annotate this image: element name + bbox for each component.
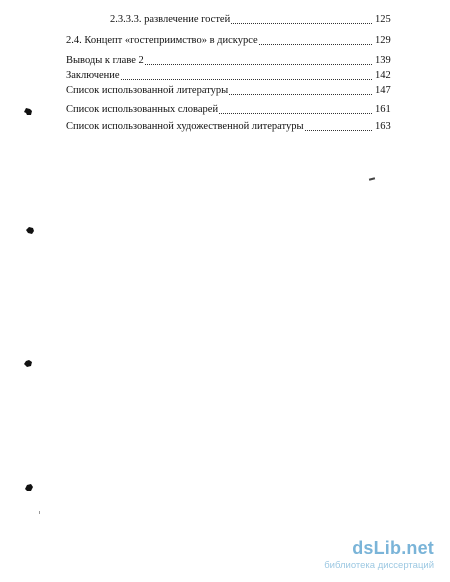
toc-entry-label: Список использованной художественной литературы — [66, 121, 304, 132]
toc-entry — [66, 34, 391, 48]
watermark-logo: dsLib.net — [352, 538, 434, 558]
toc-entry-label: 2.3.3.3. развлечение гостей — [110, 14, 231, 25]
toc-entry — [66, 54, 391, 68]
toc-entry-label: Заключение — [66, 70, 120, 81]
punch-hole-mark — [25, 226, 35, 235]
toc-entry — [66, 69, 391, 83]
watermark — [324, 536, 438, 576]
toc-entry-page: 139 — [372, 54, 395, 68]
toc-entry-label: Выводы к главе 2 — [66, 55, 144, 66]
toc-entry-label: 2.4. Концепт «гостеприимство» в дискурсе — [66, 35, 258, 46]
toc-entry — [110, 13, 391, 27]
toc-entry-page: 125 — [372, 13, 395, 27]
toc-entry-label: Список использованной литературы — [66, 85, 229, 96]
toc-entry-label: Список использованных словарей — [66, 104, 219, 115]
toc-entry — [66, 120, 391, 134]
punch-hole-mark — [24, 483, 34, 492]
punch-hole-mark — [23, 359, 33, 368]
toc-entry-page: 161 — [372, 103, 395, 117]
toc-entry-page: 163 — [372, 120, 395, 134]
watermark-subtitle: библиотека диссертаций — [324, 560, 434, 571]
toc-entry — [66, 84, 391, 98]
punch-hole-mark — [23, 107, 33, 116]
toc-entry-page: 129 — [372, 34, 395, 48]
toc-entry — [66, 103, 391, 117]
toc-entry-page: 147 — [372, 84, 395, 98]
toc-entry-page: 142 — [372, 69, 395, 83]
scan-mark — [39, 511, 40, 514]
